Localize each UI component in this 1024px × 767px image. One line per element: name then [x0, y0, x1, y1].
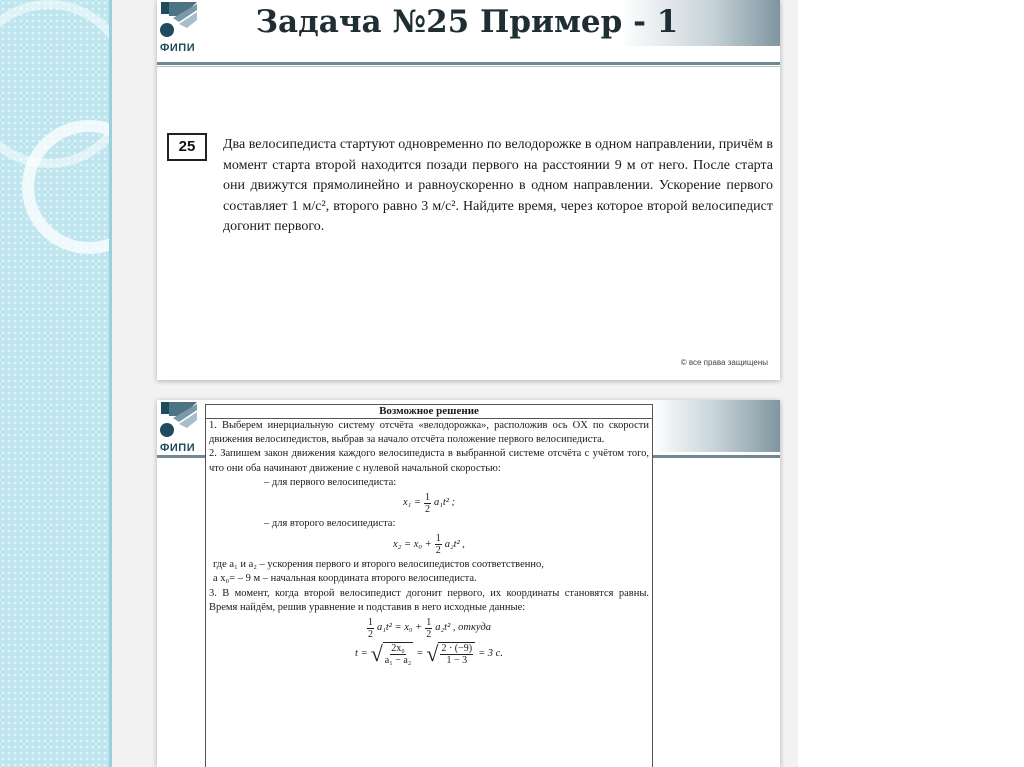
task-text: Два велосипедиста стартуют одновременно по велодорожке в одном направлении, причём в момент старта второй находится позади первого на расстоянии 9 м от него. После старта они движутся прямолинейно и равноускоренно в одном направлении. Ускорение первого составляет 1 м/с², второго равно 3 м/с². Найдите время, через которое второй велосипедист догонит первого. — [223, 137, 773, 234]
fraction-numerator: 2x₀ — [391, 643, 405, 655]
formula-x2 — [209, 533, 649, 556]
sqrt-sign-icon: √ — [370, 641, 383, 667]
where-line-2: а x₀= – 9 м – начальная координата второго велосипедиста. — [213, 573, 477, 585]
where-line-1: где a₁ и a₂ – ускорения первого и второго велосипедистов соответственно, — [213, 559, 544, 571]
decorative-side-strip — [0, 0, 112, 767]
fipi-logo-icon — [157, 400, 205, 442]
fraction-half — [435, 533, 442, 556]
fraction-numerator: 1 — [426, 617, 432, 629]
formula-equation — [209, 617, 649, 640]
slide-task — [157, 0, 780, 380]
formula-x1-rhs: a₁t² ; — [433, 497, 456, 509]
formula-x2-lhs: x₂ = x₀ + — [393, 538, 432, 550]
sqrt-sign-icon: √ — [426, 641, 439, 667]
header-divider-thin — [157, 66, 780, 67]
fipi-logo-icon — [157, 0, 205, 42]
fraction-numerator: 2 · (−9) — [441, 643, 473, 655]
fipi-logo-text: ФИПИ — [160, 442, 196, 454]
header-divider — [652, 455, 780, 458]
fraction-denominator: 2 — [426, 629, 432, 641]
slide-solution — [157, 400, 780, 767]
solution-heading: Возможное решение — [206, 405, 652, 419]
fraction-half — [424, 492, 431, 515]
fraction-numerator: 1 — [435, 533, 441, 545]
formula-equation-mid: a₁t² = x₀ + — [376, 622, 423, 634]
fraction-denominator: 2 — [367, 629, 373, 641]
header-band — [652, 400, 780, 452]
right-margin — [798, 0, 1024, 767]
task-number-box: 25 — [167, 133, 207, 161]
formula-x1 — [209, 492, 649, 515]
fraction-denominator: 2 — [435, 545, 441, 557]
header-divider — [157, 455, 205, 458]
fraction-time-1 — [385, 643, 412, 666]
fipi-logo — [157, 0, 209, 64]
fipi-logo-text: ФИПИ — [160, 42, 196, 54]
slide-title: Задача №25 Пример - 1 — [255, 4, 679, 40]
sqrt-2 — [426, 642, 475, 666]
formula-equation-end: a₂t² , откуда — [435, 622, 492, 634]
equals-sign: = — [416, 647, 424, 659]
fraction-half — [367, 617, 374, 640]
second-cyclist-label: – для второго велосипедиста: — [264, 518, 396, 530]
fraction-half — [425, 617, 432, 640]
formula-time-lhs: t = — [355, 647, 368, 659]
fraction-denominator: 1 − 3 — [446, 655, 468, 667]
header-divider — [157, 62, 780, 65]
fraction-numerator: 1 — [367, 617, 373, 629]
formula-time — [209, 642, 649, 666]
solution-step-3: 3. В момент, когда второй велосипедист догонит первого, их координаты становятся равны. Время найдём, решив уравнение и подставив в него исходные данные: — [209, 587, 649, 613]
solution-box — [205, 404, 653, 767]
first-cyclist-label: – для первого велосипедиста: — [264, 476, 397, 488]
fraction-denominator: a₁ − a₂ — [384, 655, 412, 667]
formula-x2-rhs: a₂t² , — [444, 538, 465, 550]
copyright-note: © все права защищены — [680, 358, 768, 367]
solution-step-1: 1. Выберем инерциальную систему отсчёта «велодорожка», расположив ось OX по скорости движения велосипедистов, выбрав за начало отсчёта положение первого велосипедиста. — [209, 420, 649, 446]
fraction-numerator: 1 — [424, 492, 430, 504]
solution-step-2: 2. Запишем закон движения каждого велосипедиста в выбранной системе отсчёта с учётом того, что они оба начинают движение с нулевой начальной скоростью: — [209, 448, 649, 474]
fraction-time-2 — [440, 643, 473, 666]
sqrt-1 — [371, 642, 414, 666]
fraction-denominator: 2 — [424, 504, 430, 516]
formula-time-result: = 3 с. — [478, 647, 503, 659]
formula-x1-lhs: x₁ = — [402, 497, 421, 509]
